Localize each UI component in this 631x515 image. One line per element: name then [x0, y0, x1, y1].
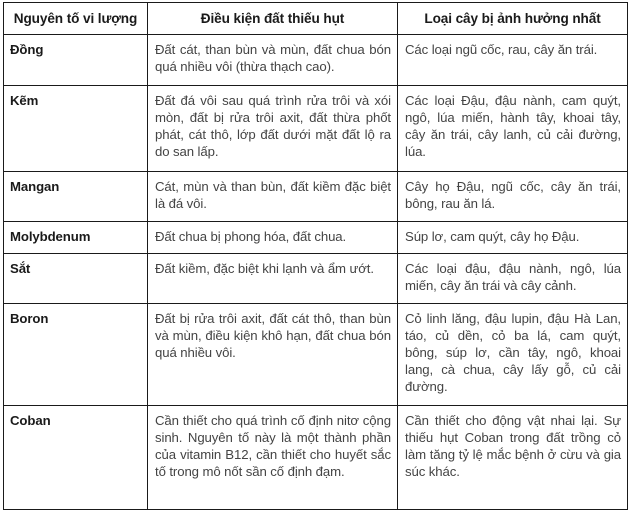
table-row [4, 304, 628, 406]
table-row [4, 86, 628, 172]
header-soil-condition: Điều kiện đất thiếu hụt [148, 3, 398, 35]
soil-condition: Đất bị rửa trôi axit, đất cát thô, than bùn và mùn, điều kiện khô hạn, đất chua bón quá nhiều vôi. [148, 304, 398, 406]
soil-condition: Cát, mùn và than bùn, đất kiềm đặc biệt là đá vôi. [148, 172, 398, 222]
element-name: Đồng [4, 35, 148, 86]
affected-plants: Súp lơ, cam quýt, cây họ Đậu. [398, 222, 628, 254]
soil-condition: Cần thiết cho quá trình cố định nitơ cộng sinh. Nguyên tố này là một thành phần của vitamin B12, cần thiết cho huyết sắc tố trong mô nốt sần cố định đạm. [148, 406, 398, 510]
affected-plants: Các loại đậu, đậu nành, ngô, lúa miến, cây ăn trái và cây cảnh. [398, 254, 628, 304]
soil-condition: Đất cát, than bùn và mùn, đất chua bón quá nhiều vôi (thừa thạch cao). [148, 35, 398, 86]
element-name: Kẽm [4, 86, 148, 172]
table-row [4, 172, 628, 222]
element-name: Sắt [4, 254, 148, 304]
table-row [4, 222, 628, 254]
element-name: Molybdenum [4, 222, 148, 254]
table-row [4, 406, 628, 510]
affected-plants: Cần thiết cho động vật nhai lại. Sự thiếu hụt Coban trong đất trồng cỏ làm tăng tỷ lệ mắc bệnh ở cừu và gia súc khác. [398, 406, 628, 510]
header-affected-plants: Loại cây bị ảnh hưởng nhất [398, 3, 628, 35]
soil-condition: Đất đá vôi sau quá trình rửa trôi và xói mòn, đất bị rửa trôi axit, đất thừa phốt phát, cát thô, lớp đất dưới mặt đất lộ ra do san lấp. [148, 86, 398, 172]
affected-plants: Cây họ Đậu, ngũ cốc, cây ăn trái, bông, rau ăn lá. [398, 172, 628, 222]
table-row [4, 35, 628, 86]
table-header-row [4, 3, 628, 35]
affected-plants: Các loại ngũ cốc, rau, cây ăn trái. [398, 35, 628, 86]
affected-plants: Các loại Đậu, đậu nành, cam quýt, ngô, lúa miến, hành tây, khoai tây, cây ăn trái, cây lanh, củ cải đường, lúa. [398, 86, 628, 172]
affected-plants: Cỏ linh lăng, đậu lupin, đậu Hà Lan, táo, củ dền, cỏ ba lá, cam quýt, bông, súp lơ, cần tây, ngô, khoai lang, cà chua, cây lấy gỗ, củ cải đường. [398, 304, 628, 406]
micronutrient-deficiency-table [3, 2, 628, 510]
element-name: Boron [4, 304, 148, 406]
element-name: Coban [4, 406, 148, 510]
soil-condition: Đất chua bị phong hóa, đất chua. [148, 222, 398, 254]
soil-condition: Đất kiềm, đặc biệt khi lạnh và ẩm ướt. [148, 254, 398, 304]
element-name: Mangan [4, 172, 148, 222]
table-row [4, 254, 628, 304]
header-element: Nguyên tố vi lượng [4, 3, 148, 35]
